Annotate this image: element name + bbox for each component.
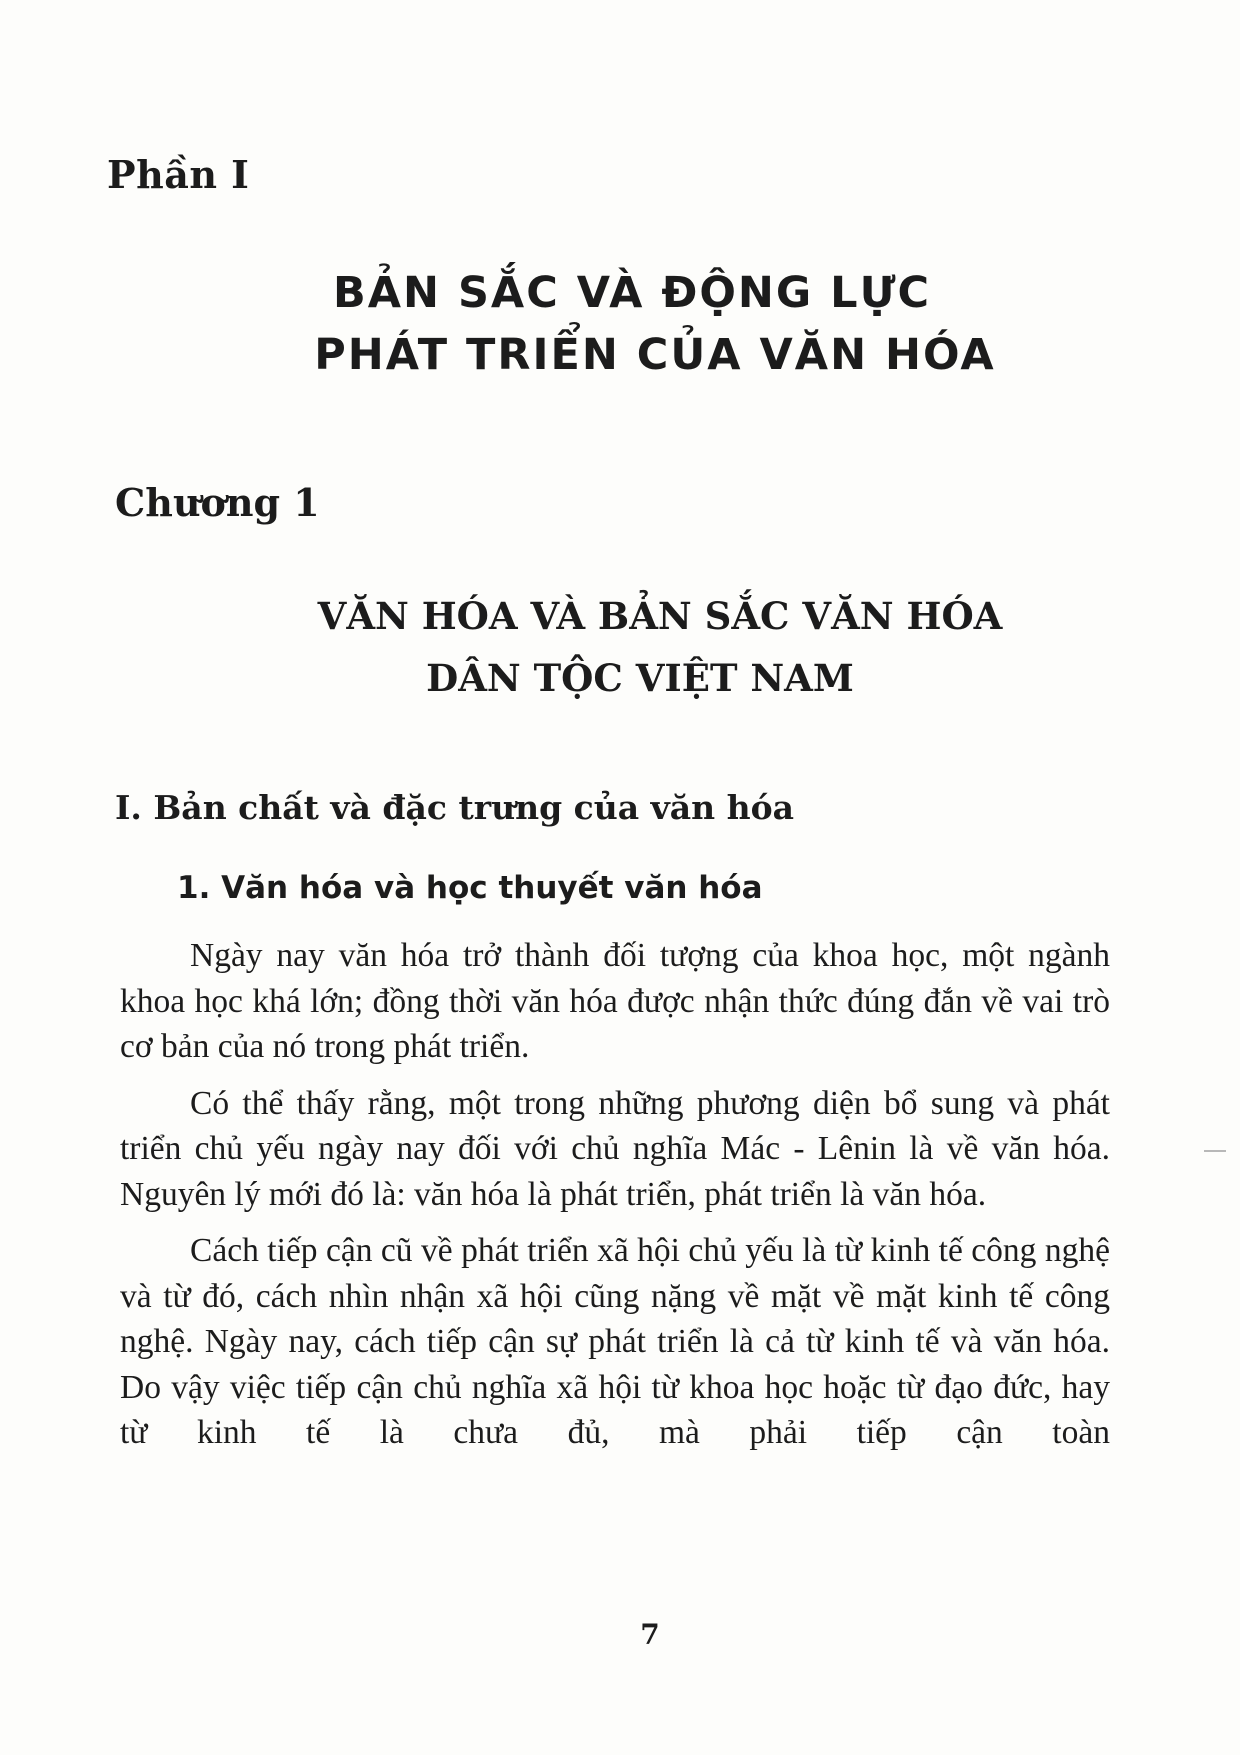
- paragraph: Cách tiếp cận cũ về phát triển xã hội chủ yếu là từ kinh tế công nghệ và từ đó, cách nhìn nhận xã hội cũng nặng về mặt về mặt kinh tế công nghệ. Ngày nay, cách tiếp cận sự phát triển là cả từ kinh tế và văn hóa. Do vậy việc tiếp cận chủ nghĩa xã hội từ khoa học hoặc từ đạo đức, hay từ kinh tế là chưa đủ, mà phải tiếp cận toàn: [120, 1232, 1110, 1451]
- subsection-heading: 1. Văn hóa và học thuyết văn hóa: [177, 870, 763, 906]
- chapter-title-line-2: DÂN TỘC VIỆT NAM: [426, 656, 854, 700]
- body-text: [120, 933, 1110, 1467]
- chapter-label: Chương 1: [115, 480, 320, 525]
- part-title: [0, 262, 1240, 386]
- part-title-line-2: PHÁT TRIỂN CỦA VĂN HÓA: [314, 330, 996, 380]
- section-heading: I. Bản chất và đặc trưng của văn hóa: [115, 788, 795, 827]
- part-label: Phần I: [107, 152, 250, 197]
- chapter-title: [0, 585, 1240, 709]
- scan-edge-mark: [1204, 1150, 1226, 1152]
- paragraph: Ngày nay văn hóa trở thành đối tượng của khoa học, một ngành khoa học khá lớn; đồng thời văn hóa được nhận thức đúng đắn về vai trò cơ bản của nó trong phát triển.: [120, 937, 1110, 1065]
- paragraph: Có thể thấy rằng, một trong những phương diện bổ sung và phát triển chủ yếu ngày nay đối với chủ nghĩa Mác - Lênin là về văn hóa. Nguyên lý mới đó là: văn hóa là phát triển, phát triển là văn hóa.: [120, 1084, 1110, 1213]
- chapter-title-line-1: VĂN HÓA VÀ BẢN SẮC VĂN HÓA: [317, 594, 1003, 638]
- page-number: 7: [640, 1618, 660, 1651]
- part-title-line-1: BẢN SẮC VÀ ĐỘNG LỰC: [332, 268, 932, 318]
